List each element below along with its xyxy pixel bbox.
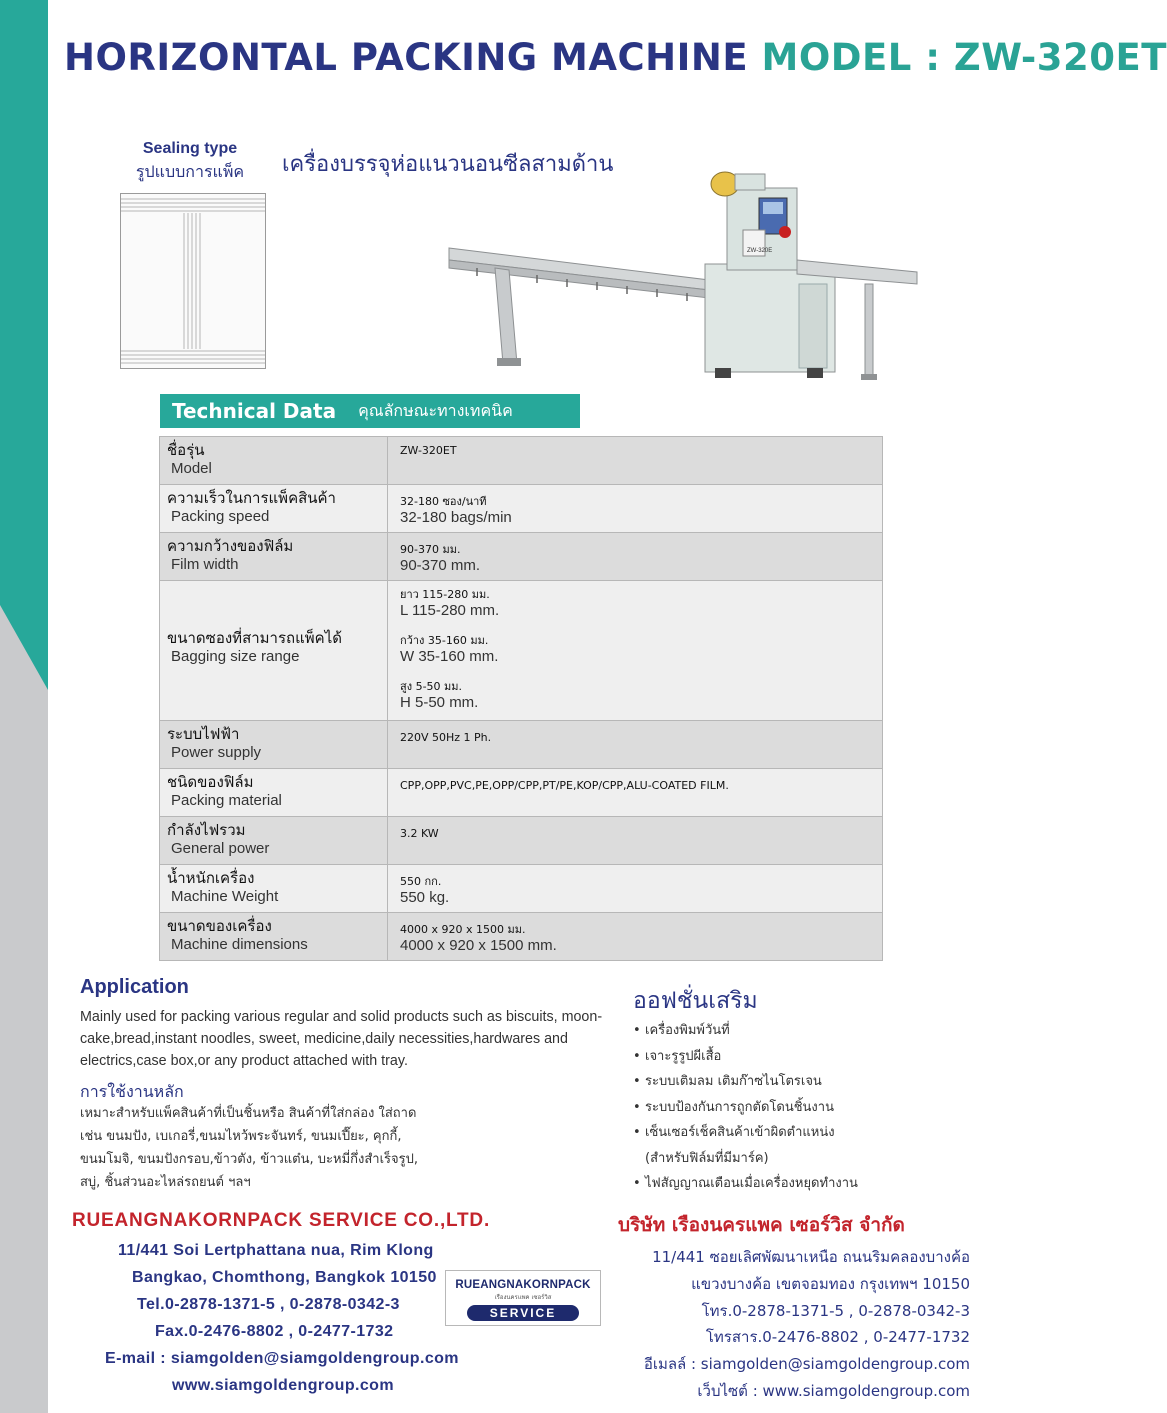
telephone-th: โทร.0-2878-1371-5 , 0-2878-0342-3 xyxy=(701,1302,970,1320)
height-value-en: H 5-50 mm. xyxy=(400,694,479,711)
table-row-film-width xyxy=(160,533,883,581)
list-item: • ไฟสัญญาณเตือนเมื่อเครื่องหยุดทำงาน xyxy=(633,1176,858,1191)
row-label-th: ขนาดซองที่สามารถแพ็คได้ xyxy=(167,629,342,647)
row-label-en: Bagging size range xyxy=(171,648,300,665)
length-value-th: ยาว 115-280 มม. xyxy=(400,588,490,601)
address-line-1-th: 11/441 ซอยเลิศพัฒนาเหนือ ถนนริมคลองบางค้อ xyxy=(652,1248,970,1266)
table-row-power-supply xyxy=(160,721,883,769)
logo-subtitle: เรืองนครแพค เซอร์วิส xyxy=(494,1294,552,1301)
logo-service-badge: SERVICE xyxy=(467,1305,579,1321)
row-label-en: Power supply xyxy=(171,744,262,761)
logo-name: RUEANGNAKORNPACK xyxy=(455,1279,591,1291)
sealing-type-label-th: รูปแบบการแพ็ค xyxy=(135,164,245,181)
row-label-th: ความกว้างของฟิล์ม xyxy=(167,537,294,555)
machine-brand-label: ZW-320E xyxy=(747,248,773,254)
fax: Fax.0-2476-8802 , 0-2477-1732 xyxy=(155,1323,394,1340)
width-value-en: W 35-160 mm. xyxy=(400,648,499,665)
email-link-th[interactable]: อีเมลล์ : siamgolden@siamgoldengroup.com xyxy=(643,1355,970,1373)
row-label-en: Film width xyxy=(171,556,239,573)
application-text: Mainly used for packing various regular and solid products such as biscuits, moon-cake,bread,instant noodles, sweet, medicine,daily necessities,hardwares and electrics,case box,or any product attached with tray. xyxy=(80,1009,603,1069)
row-value: CPP,OPP,PVC,PE,OPP/CPP,PT/PE,KOP/CPP,ALU-COATED FILM. xyxy=(400,779,729,792)
table-row-model xyxy=(160,437,883,485)
row-label-en: Machine Weight xyxy=(171,888,279,905)
row-label-th: กำลังไฟรวม xyxy=(167,821,246,839)
list-item: • ระบบป้องกันการถูกตัดโดนชิ้นงาน xyxy=(633,1099,834,1115)
options-list xyxy=(633,1018,973,1197)
length-value-en: L 115-280 mm. xyxy=(400,602,500,619)
list-item: • เจาะรูรูปผีเสื้อ xyxy=(633,1048,722,1064)
row-label-en: Packing speed xyxy=(171,508,270,525)
row-value-en: 90-370 mm. xyxy=(400,557,481,574)
title-main: HORIZONTAL PACKING MACHINE xyxy=(64,36,749,79)
row-value: ZW-320ET xyxy=(400,444,457,457)
row-value: 220V 50Hz 1 Ph. xyxy=(400,731,492,744)
fax-th: โทรสาร.0-2476-8802 , 0-2477-1732 xyxy=(705,1328,970,1346)
thai-heading: เครื่องบรรจุห่อแนวนอนซีลสามด้าน xyxy=(282,152,614,177)
usage-line: เหมาะสำหรับแพ็คสินค้าที่เป็นชิ้นหรือ สินค้าที่ใส่กล่อง ใส่ถาด xyxy=(80,1106,417,1121)
row-label-th: ขนาดของเครื่อง xyxy=(167,917,272,935)
website-link[interactable]: www.siamgoldengroup.com xyxy=(172,1377,394,1394)
main-usage-text xyxy=(80,1102,600,1194)
row-label-th: น้ำหนักเครื่อง xyxy=(167,869,255,887)
address-line-1: 11/441 Soi Lertphattana nua, Rim Klong xyxy=(118,1242,434,1259)
row-value-th: 32-180 ซอง/นาที xyxy=(400,495,487,508)
usage-line: เช่น ขนมปัง, เบเกอรี่,ขนมไหว้พระจันทร์, ขนมเปี๊ยะ, คุกกี้, xyxy=(80,1129,402,1144)
table-row-speed xyxy=(160,485,883,533)
table-row-bagging-size xyxy=(160,581,883,721)
main-usage-title: การใช้งานหลัก xyxy=(80,1082,184,1101)
sealing-type-label: Sealing type xyxy=(142,140,238,157)
title-model: MODEL : ZW-320ET xyxy=(761,36,1167,79)
table-row-machine-dimensions xyxy=(160,913,883,961)
row-label-th: ชนิดของฟิล์ม xyxy=(167,773,254,791)
row-label-en: Machine dimensions xyxy=(171,936,308,953)
row-value: 3.2 KW xyxy=(400,827,439,840)
list-item: • เครื่องพิมพ์วันที่ xyxy=(633,1023,730,1038)
options-title: ออฟชั่นเสริม xyxy=(633,988,758,1014)
technical-data-title: Technical Data xyxy=(172,399,337,423)
email-link[interactable]: E-mail : siamgolden@siamgoldengroup.com xyxy=(105,1350,459,1367)
width-value-th: กว้าง 35-160 มม. xyxy=(400,634,489,647)
usage-line: สบู่, ชิ้นส่วนอะไหล่รถยนต์ ฯลฯ xyxy=(80,1175,251,1190)
technical-data-banner xyxy=(160,394,580,428)
website-link-th[interactable]: เว็บไซต์ : www.siamgoldengroup.com xyxy=(697,1382,970,1400)
row-label-th: ความเร็วในการแพ็คสินค้า xyxy=(167,489,336,507)
row-label-th: ชื่อรุ่น xyxy=(167,441,205,459)
page-title xyxy=(64,36,1167,79)
packing-machine-illustration xyxy=(447,168,917,390)
row-label-en: Model xyxy=(171,460,212,477)
sealing-bag-diagram xyxy=(120,193,266,369)
spec-table xyxy=(159,436,883,961)
table-row-machine-weight xyxy=(160,865,883,913)
row-value-th: 4000 x 920 x 1500 มม. xyxy=(400,923,526,936)
application-title: Application xyxy=(80,976,189,998)
row-value-en: 4000 x 920 x 1500 mm. xyxy=(400,937,557,954)
row-value-th: 550 กก. xyxy=(400,875,442,888)
table-row-packing-material xyxy=(160,769,883,817)
row-value-en: 550 kg. xyxy=(400,889,450,906)
row-value-th: 90-370 มม. xyxy=(400,543,461,556)
address-line-2: Bangkao, Chomthong, Bangkok 10150 xyxy=(132,1269,437,1286)
list-item-continuation: (สำหรับฟิล์มที่มีมาร์ค) xyxy=(645,1150,769,1166)
company-logo xyxy=(445,1270,601,1326)
row-value-en: 32-180 bags/min xyxy=(400,509,512,526)
row-label-th: ระบบไฟฟ้า xyxy=(167,725,240,743)
row-label-en: Packing material xyxy=(171,792,282,809)
telephone: Tel.0-2878-1371-5 , 0-2878-0342-3 xyxy=(137,1296,400,1313)
row-label-en: General power xyxy=(171,840,270,857)
technical-data-title-th: คุณลักษณะทางเทคนิค xyxy=(358,400,513,420)
address-line-2-th: แขวงบางค้อ เขตจอมทอง กรุงเทพฯ 10150 xyxy=(691,1275,970,1293)
list-item: • เซ็นเซอร์เช็คสินค้าเข้าผิดตำแหน่ง xyxy=(633,1125,835,1140)
company-name-en: RUEANGNAKORNPACK SERVICE CO.,LTD. xyxy=(72,1210,491,1231)
usage-line: ขนมโมจิ, ขนมปังกรอบ,ข้าวตัง, ข้าวแต๋น, บะหมี่กึ่งสำเร็จรูป, xyxy=(80,1152,418,1167)
company-name-th: บริษัท เรืองนครแพค เซอร์วิส จำกัด xyxy=(618,1214,905,1236)
table-row-general-power xyxy=(160,817,883,865)
list-item: • ระบบเติมลม เติมก๊าซไนโตรเจน xyxy=(633,1074,822,1089)
height-value-th: สูง 5-50 มม. xyxy=(400,680,463,693)
